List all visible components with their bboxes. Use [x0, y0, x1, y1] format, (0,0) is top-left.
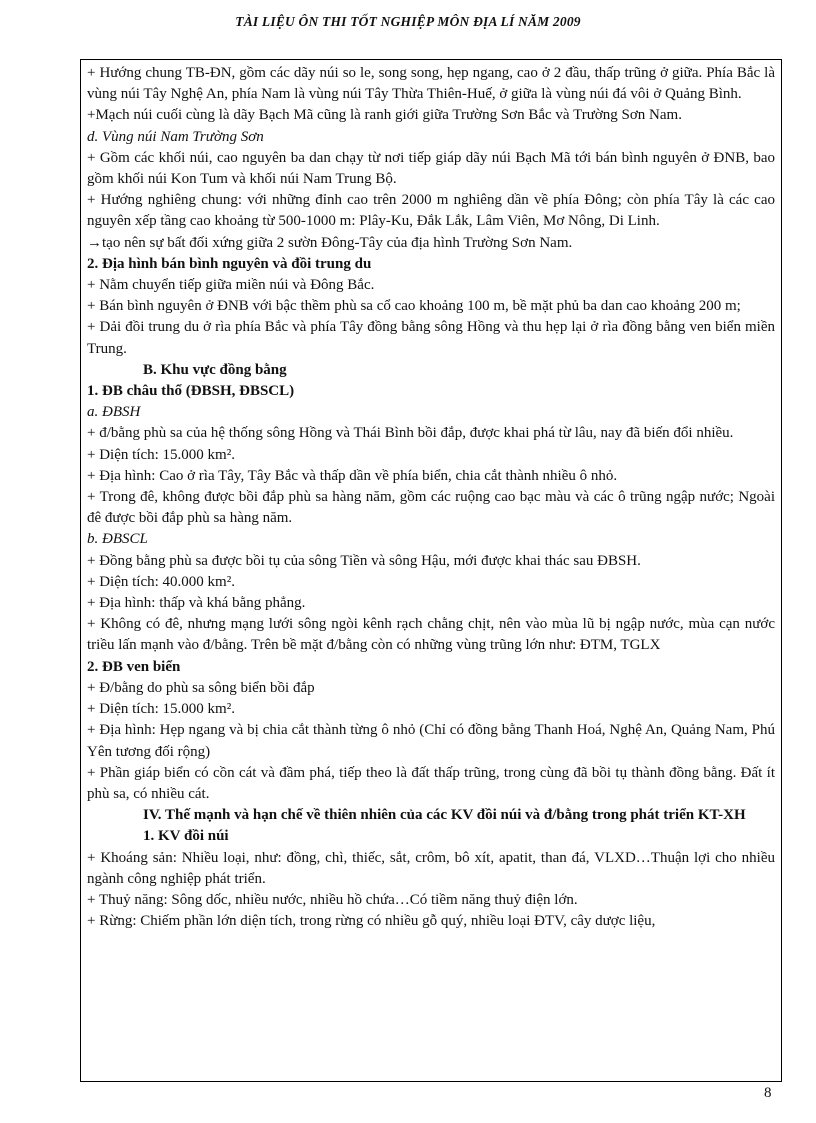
paragraph: + Địa hình: Cao ở rìa Tây, Tây Bắc và thấp dần về phía biển, chia cắt thành nhiều ô nhỏ. — [87, 467, 618, 484]
section-heading: 1. ĐB châu thổ (ĐBSH, ĐBSCL) — [87, 383, 295, 400]
paragraph: + Diện tích: 15.000 km². — [87, 446, 235, 463]
content-box — [80, 59, 782, 1082]
paragraph: + Không có đê, nhưng mạng lưới sông ngòi kênh rạch chằng chịt, nên vào mùa lũ bị ngập nước, mùa cạn nước triều lấn mạnh vào đ/bằng. Trên bề mặt đ/bằng còn có những vùng trũng lớn như: ĐTM, TGLX — [87, 616, 775, 654]
paragraph: + Dải đồi trung du ở rìa phía Bắc và phía Tây đồng bằng sông Hồng và thu hẹp lại ở rìa đồng bằng ven biển miền Trung. — [87, 319, 775, 357]
paragraph: + Phần giáp biển có cồn cát và đầm phá, tiếp theo là đất thấp trũng, trong cùng đã bồi tụ thành đồng bằng. Đất ít phù sa, có nhiều cát. — [87, 764, 775, 802]
document-header: TÀI LIỆU ÔN THI TỐT NGHIỆP MÔN ĐỊA LÍ NĂM 2009 — [235, 14, 581, 29]
section-heading: B. Khu vực đồng bằng — [143, 361, 287, 378]
paragraph: + Thuỷ năng: Sông dốc, nhiều nước, nhiều hồ chứa…Có tiềm năng thuỷ điện lớn. — [87, 891, 578, 908]
section-heading: 2. ĐB ven biển — [87, 658, 181, 675]
paragraph: + Diện tích: 40.000 km². — [87, 573, 235, 590]
section-heading: IV. Thế mạnh và hạn chế về thiên nhiên của các KV đồi núi và đ/bằng trong phát triển KT-XH — [143, 807, 746, 824]
paragraph: →tạo nên sự bất đối xứng giữa 2 sườn Đông-Tây của địa hình Trường Sơn Nam. — [87, 234, 573, 251]
paragraph: + Rừng: Chiếm phần lớn diện tích, trong rừng có nhiều gỗ quý, nhiều loại ĐTV, cây dược liệu, — [87, 913, 656, 930]
paragraph: + Hướng chung TB-ĐN, gồm các dãy núi so le, song song, hẹp ngang, cao ở 2 đầu, thấp trũng ở giữa. Phía Bắc là vùng núi Tây Nghệ An, phía Nam là vùng núi Tây Thừa Thiên-Huế, ở giữa là vùng núi đá vôi ở Quảng Bình. — [87, 65, 775, 103]
paragraph: + Hướng nghiêng chung: với những đỉnh cao trên 2000 m nghiêng dần về phía Đông; còn phía Tây là các cao nguyên xếp tầng cao khoảng từ 500-1000 m: Plây-Ku, Đắk Lắk, Lâm Viên, Mơ Nông, Di Linh. — [87, 192, 775, 230]
paragraph: + Trong đê, không được bồi đắp phù sa hàng năm, gồm các ruộng cao bạc màu và các ô trũng ngập nước; Ngoài đê được bồi đắp phù sa hàng năm. — [87, 489, 775, 527]
page-number: 8 — [764, 1085, 772, 1101]
subsection-heading: a. ĐBSH — [87, 404, 141, 421]
paragraph: + Địa hình: thấp và khá bằng phẳng. — [87, 595, 306, 612]
paragraph: + Địa hình: Hẹp ngang và bị chia cắt thành từng ô nhỏ (Chỉ có đồng bằng Thanh Hoá, Nghệ An, Quảng Nam, Phú Yên tương đối rộng) — [87, 722, 775, 760]
paragraph: + Diện tích: 15.000 km². — [87, 701, 235, 718]
paragraph: + Khoáng sản: Nhiều loại, như: đồng, chì, thiếc, sắt, crôm, bô xít, apatit, than đá, VLXD…Thuận lợi cho nhiều ngành công nghiệp phát triển. — [87, 849, 775, 887]
paragraph: + Gồm các khối núi, cao nguyên ba dan chạy từ nơi tiếp giáp dãy núi Bạch Mã tới bán bình nguyên ở ĐNB, bao gồm khối núi Kon Tum và khối núi Nam Trung Bộ. — [87, 149, 775, 188]
paragraph: + Bán bình nguyên ở ĐNB với bậc thềm phù sa cổ cao khoảng 100 m, bề mặt phủ ba dan cao khoảng 200 m; — [87, 298, 741, 315]
paragraph: + Nằm chuyển tiếp giữa miền núi và Đông Bắc. — [87, 277, 375, 294]
paragraph: +Mạch núi cuối cùng là dãy Bạch Mã cũng là ranh giới giữa Trường Sơn Bắc và Trường Sơn Nam. — [87, 107, 682, 124]
subsection-heading: b. ĐBSCL — [87, 531, 148, 548]
paragraph: + đ/bằng phù sa của hệ thống sông Hồng và Thái Bình bồi đắp, được khai phá từ lâu, nay đã biến đổi nhiều. — [87, 425, 734, 442]
section-heading: 1. KV đồi núi — [143, 828, 229, 845]
subsection-heading: d. Vùng núi Nam Trường Sơn — [87, 128, 264, 145]
section-heading: 2. Địa hình bán bình nguyên và đồi trung du — [87, 255, 372, 272]
paragraph: + Đ/bằng do phù sa sông biển bồi đắp — [87, 679, 315, 696]
paragraph: + Đồng bằng phù sa được bồi tụ của sông Tiền và sông Hậu, mới được khai thác sau ĐBSH. — [87, 552, 641, 569]
